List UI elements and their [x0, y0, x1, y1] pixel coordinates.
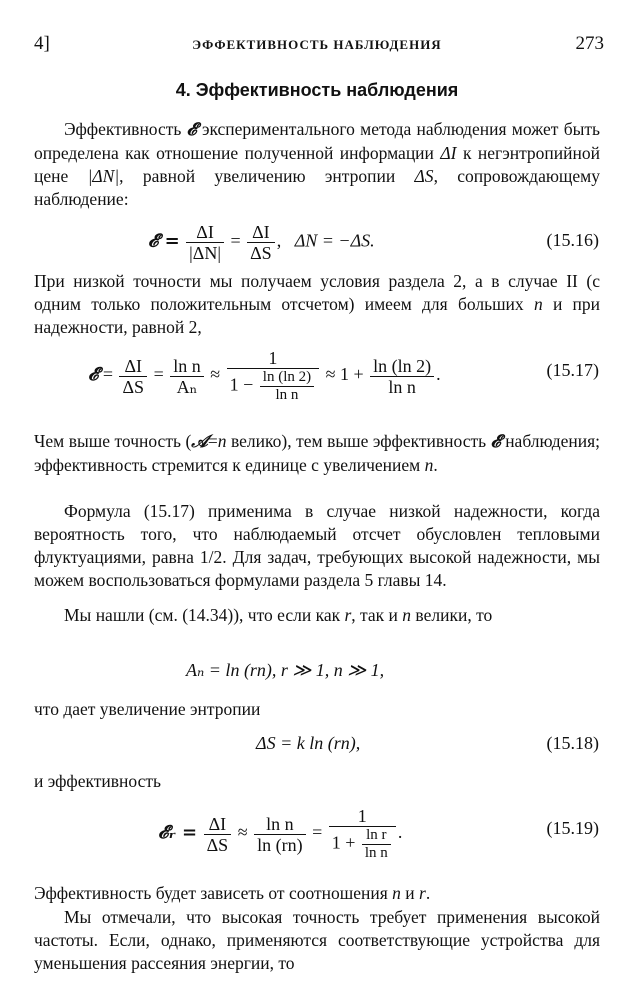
text: и эффективность	[34, 771, 161, 791]
frac-den: ln n	[275, 387, 299, 403]
frac-num: ln r	[362, 827, 391, 845]
eq-text: ΔS = k ln (rn),	[256, 733, 361, 753]
paragraph-5: Мы нашли (см. (14.34)), что если как r, так и n велики, то	[64, 605, 493, 625]
eq-lhs: 𝓔ᵣ =	[158, 822, 198, 844]
eq-mid: ≈ 1 +	[325, 364, 364, 385]
text: Эффективность	[64, 119, 182, 139]
text: Формула (15.17) применима в случае низкой надежности, когда вероятность того, что наблюдаемый отсчет обусловлен тепловыми флуктуациями, равна 1/2. Для задач, требующих высокой надежности, мы можем воспользоваться формулами раздела 5 главы 14.	[34, 501, 600, 590]
frac-num: ln (ln 2)	[260, 369, 314, 387]
paragraph-7	[34, 770, 600, 793]
frac-den	[227, 369, 319, 404]
text: , сопровождающему наблюдение:	[34, 166, 600, 209]
frac-num: ΔI	[186, 222, 224, 243]
frac-den: Aₙ	[176, 376, 198, 397]
text: велико), тем выше эффективность	[231, 431, 487, 451]
den-prefix: 1 +	[331, 832, 356, 853]
text: к негэнтропийной цене	[34, 143, 601, 186]
var-r: r	[344, 605, 352, 625]
text: наблюдения; эффективность стремится к единице с увеличением	[34, 431, 601, 475]
frac-num: ln n	[170, 356, 204, 377]
book-page: 4] ЭФФЕКТИВНОСТЬ НАБЛЮДЕНИЯ 273 4. Эффективность наблюдения Эффективность 𝓔 экспериментального метода наблюдения может быть определена как отношение полученной информации ΔI к негэнтропийной цене |ΔN|, равной увеличению энтропии ΔS, сопровождающему наблюдение: 𝓔 = $\frac{\Delta I}{|\Delta N|}$ = $\frac{\Delta I}{\Delta S}$ , ΔN = −ΔS. (15.16) При низкой точности мы получаем условия раздела 2, а в случае II (с одним только положительным отсчетом) имеем для больших n и при надежности, равной 2, 𝓔 = $\frac{\Delta I}{\Delta S}$ = $\frac{\text{ln n}}{\text{Aₙ}}$ ≈ 1 1 − $\frac{\ln (\ln 2)}{\text{ln n}}$ ≈ 1 + $\frac{\ln (\ln 2)}{\text{ln n}}$ . (15.17) Чем выше точность (𝒜=n велико), тем выше эффективность 𝓔 наблюдения; эффективность стремится к единице с увеличением n. Формула (15.17) применима в случае низкой надежности, когда вероятность того, что наблюдаемый отсчет обусловлен тепловыми флуктуациями, равна 1/2. Для задач, требующих высокой надежности, мы можем воспользоваться формулами раздела 5 главы 14. Мы нашли (см. (14.34)), что если как r, так и n велики, то Aₙ = ln (rn), r ≫ 1, n ≫ 1, что дает увеличение энтропии ΔS = k ln (rn), (15.18) и эффективность 𝓔ᵣ = $\frac{\Delta I}{\Delta S}$ ≈ $\frac{\text{ln n}}{\ln (rn)}$ = 1 1 + $\frac{\text{ln r}}{\text{ln n}}$ . (15.19) Эффективность будет зависеть от соотношения n и r. Мы отмечали, что высокая точность требует применения высокой частоты. Если, однако, применяются соответствующие устройства для уменьшения рассеяния энергии, то	[0, 0, 634, 1000]
equation-number: (15.19)	[546, 818, 599, 838]
frac-num: 1	[329, 806, 396, 827]
frac-num: ΔI	[119, 356, 147, 377]
text: и при надежности, равной 2,	[34, 294, 601, 337]
text: экспериментального метода наблюдения может быть определена как отношение полученной информации	[34, 119, 600, 163]
paragraph-4	[34, 500, 600, 592]
efficiency-symbol: 𝓔	[186, 120, 197, 140]
var-n: n	[392, 883, 401, 903]
equation-number: (15.17)	[546, 360, 599, 380]
frac-den	[329, 827, 396, 862]
frac-num: ΔI	[204, 814, 232, 835]
efficiency-symbol: 𝓔	[88, 364, 99, 386]
equation-number: (15.18)	[546, 733, 599, 753]
paragraph-9	[34, 906, 600, 975]
var-n: n	[533, 294, 543, 314]
delta-i: ΔI	[440, 143, 457, 163]
text: , равной увеличению энтропии	[119, 166, 396, 186]
eq-lhs: 𝓔 =	[148, 230, 180, 252]
frac-den: ln (rn)	[257, 834, 303, 855]
frac-den: ln n	[388, 376, 416, 397]
frac-num: ln (ln 2)	[370, 356, 434, 377]
frac-den: ΔS	[206, 834, 229, 855]
text: что дает увеличение энтропии	[34, 699, 261, 719]
frac-num: ln n	[254, 814, 305, 835]
running-title: ЭФФЕКТИВНОСТЬ НАБЛЮДЕНИЯ	[192, 37, 442, 52]
section-marker: 4]	[34, 33, 50, 54]
frac-den: ΔS	[250, 243, 272, 263]
frac-den: ΔS	[122, 376, 145, 397]
abs-delta-n: |ΔN|	[87, 166, 120, 186]
var-n: n	[424, 455, 434, 475]
section-title: 4. Эффективность наблюдения	[175, 80, 459, 100]
paragraph-3: Чем выше точность (𝒜=n велико), тем выше эффективность 𝓔 наблюдения; эффективность стремится к единице с увеличением n.	[34, 431, 601, 475]
var-r: r	[419, 883, 426, 903]
text: При низкой точности мы получаем условия раздела 2, а в случае II (с одним только положительным отсчетом) имеем для больших	[34, 271, 600, 314]
frac-den: ln n	[364, 845, 388, 861]
text: Чем выше точность (	[34, 431, 192, 451]
paragraph-2	[34, 270, 600, 339]
frac-num: ΔI	[247, 222, 275, 243]
frac-num: 1	[227, 348, 319, 369]
delta-s: ΔS	[414, 166, 434, 186]
text: так и	[360, 605, 398, 625]
text: велики, то	[415, 605, 493, 625]
text: Мы отмечали, что высокая точность требует применения высокой частоты. Если, однако, применяются соответствующие устройства для уменьшения рассеяния энергии, то	[34, 907, 600, 973]
eq-rhs: ΔN = −ΔS.	[294, 230, 375, 251]
eq-an-text: Aₙ = ln (rn), r ≫ 1, n ≫ 1,	[186, 660, 385, 680]
efficiency-symbol: 𝓔	[490, 432, 501, 452]
text: Эффективность будет зависеть от соотношения	[34, 883, 388, 903]
text: и	[405, 883, 415, 903]
var-n: n	[217, 431, 227, 451]
frac-den: |ΔN|	[189, 243, 221, 263]
paragraph-1	[34, 118, 600, 211]
equation-number: (15.16)	[546, 230, 599, 250]
var-n: n	[402, 605, 412, 625]
paragraph-6	[34, 698, 600, 721]
paragraph-8: Эффективность будет зависеть от соотношения n и r.	[34, 883, 431, 903]
text: Мы нашли (см. (14.34)), что если как	[64, 605, 341, 625]
page-number: 273	[575, 33, 604, 54]
den-prefix: 1 −	[229, 374, 254, 395]
accuracy-symbol: 𝒜	[191, 432, 208, 452]
